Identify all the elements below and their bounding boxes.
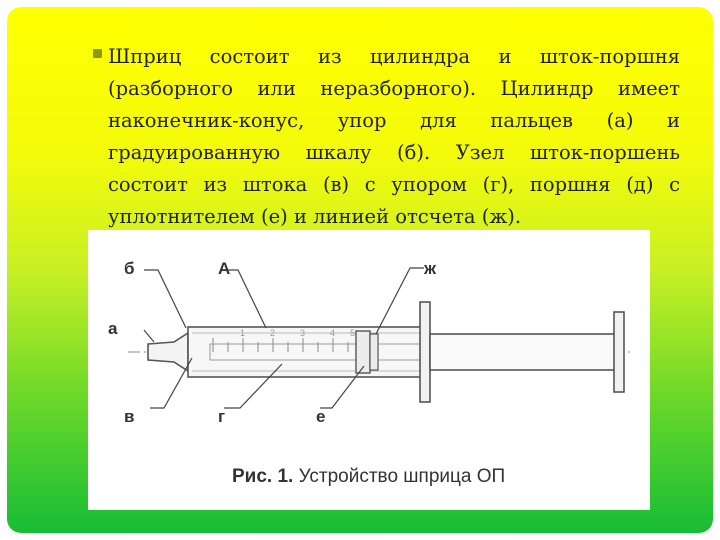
- leader-A: [220, 270, 266, 328]
- needle-cone: [148, 333, 188, 371]
- barrel-cylinder: [188, 327, 428, 377]
- caption-text: Устройство шприца ОП: [293, 466, 506, 487]
- syringe-figure: [88, 230, 650, 510]
- plunger-thumb-rest: [614, 312, 624, 392]
- label-a: а: [108, 319, 118, 338]
- label-e: е: [316, 407, 326, 426]
- bullet-marker: [93, 49, 102, 58]
- leader-zh: [376, 268, 424, 334]
- label-g: г: [218, 407, 226, 426]
- label-b: б: [124, 259, 135, 278]
- scale-mark: 2: [270, 328, 276, 338]
- finger-flange: [420, 302, 430, 402]
- syringe-diagram: [88, 230, 650, 510]
- figure-caption: [232, 466, 505, 487]
- piston: [370, 334, 378, 370]
- scale-mark: 1: [240, 328, 246, 338]
- scale-mark: 5: [350, 328, 356, 338]
- plunger-rod: [430, 334, 616, 370]
- caption-prefix: Рис. 1.: [232, 466, 294, 487]
- scale-mark: 4: [330, 328, 336, 338]
- slide-body-text: Шприц состоит из цилиндра и шток-поршня (разборного или неразборного). Цилиндр имеет наконечник-конус, упор для пальцев (а) и градуированную шкалу (б). Узел шток-поршень состоит из штока (в) с упором (г), поршня (д) с уплотнителем (е) и линией отсчета (ж).: [108, 45, 680, 228]
- leader-b: [144, 270, 186, 328]
- scale-mark: 3: [300, 328, 306, 338]
- leader-a: [144, 330, 154, 342]
- label-A: А: [218, 259, 231, 278]
- label-v: в: [124, 407, 135, 426]
- label-zh: ж: [424, 259, 437, 278]
